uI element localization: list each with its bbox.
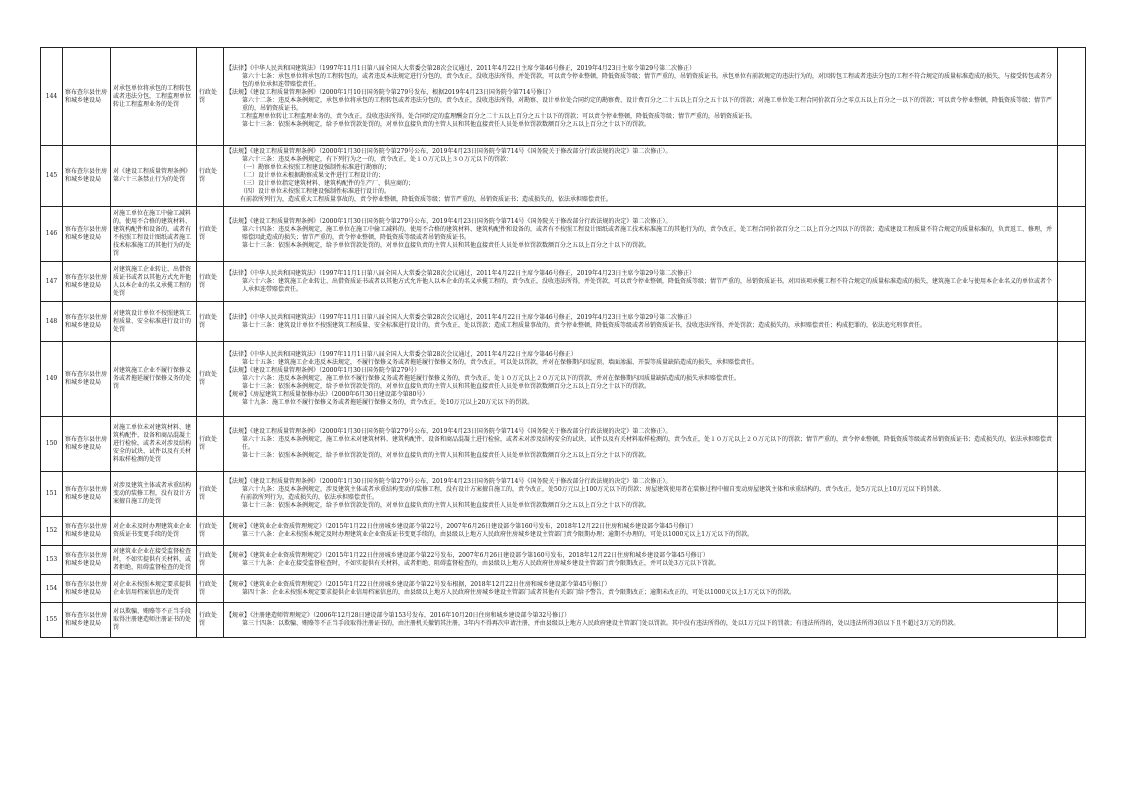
remarks-cell [1058, 417, 1086, 472]
table-row [41, 546, 1086, 575]
item-name-cell: 对建筑施工企业不履行保修义务或者拖延履行保修义务的处罚 [111, 342, 197, 417]
legal-basis-line: 第六十二条：违反本条例规定，承包单位将承包的工程转包或者违法分包的，责令改正，没收违法所得，对勘察、设计单位处合同约定的勘察费、设计费百分之二十五以上百分之五十以下的罚款；对施工单位处工程合同价款百分之零点五以上百分之一以下的罚款；可以责令停业整顿，降低资质等级；情节严重的，吊销资质证书。 [242, 96, 1053, 112]
item-name-cell: 对《建设工程质量管理条例》第六十三条禁止行为的处罚 [111, 146, 197, 207]
legal-basis-cell [224, 146, 1058, 207]
item-name-cell: 对建筑施工企业转让、出借资质证书或者以其他方式允许他人以本企业的名义承揽工程的处罚 [111, 262, 197, 302]
item-name-cell: 对施工单位未对建筑材料、建筑构配件、设备和商品混凝土进行检验，或者未对涉及结构安全的试块、试件以及有关材料取样检测的处罚 [111, 417, 197, 472]
table-row [41, 472, 1086, 517]
legal-basis-line: 第六十四条：违反本条例规定，施工单位在施工中偷工减料的，使用不合格的建筑材料、建筑构配件和设备的，或者有不按照工程设计图纸或者施工技术标准施工的其他行为的，责令改正，处工程合同价款百分之二以上百分之四以下的罚款；造成建设工程质量不符合规定的质量标准的，负责返工、修理，并赔偿因此造成的损失；情节严重的，责令停业整顿，降低资质等级或者吊销资质证书。 [242, 226, 1053, 241]
legal-basis-cell [224, 472, 1058, 517]
legal-basis-line: 第六十七条：承包单位将承包的工程转包的，或者违反本法规定进行分包的，责令改正，没收违法所得，并处罚款，可以责令停业整顿，降低资质等级；情节严重的，吊销资质证书。承包单位有前款规定的违法行为的，对因转包工程或者违法分包的工程不符合规定的质量标准造成的损失，与接受转包或者分包的单位承担连带赔偿责任。 [242, 72, 1053, 88]
remarks-cell [1058, 546, 1086, 575]
table-row [41, 603, 1086, 638]
table-row [41, 517, 1086, 546]
legal-basis-cell [224, 603, 1058, 638]
remarks-cell [1058, 517, 1086, 546]
legal-basis-line: 【法律】《中华人民共和国建筑法》（1997年11月1日第八届全国人大常委会第28次会议通过，2011年4月22日主席令第46号修正） [226, 351, 577, 358]
legal-basis-line: 【法规】《建设工程质量管理条例》（2000年1月10日国务院令第279号发布，根据2019年4月23日国务院令第714号修订） [226, 88, 555, 96]
legal-basis-line: 有前款所列行为，造成损失的，依法承担赔偿责任。 [240, 494, 379, 501]
legal-basis-cell [224, 48, 1058, 146]
remarks-cell [1058, 48, 1086, 146]
remarks-cell [1058, 603, 1086, 638]
department-cell: 察布查尔县住房和城乡建设局 [63, 603, 111, 638]
row-number: 145 [41, 146, 63, 207]
remarks-cell [1058, 262, 1086, 302]
item-name-cell: 对涉及建筑主体或者承重结构变动的装修工程，没有设计方案擅自施工的处罚 [111, 472, 197, 517]
legal-basis-line: 【法规】《建设工程质量管理条例》（2000年1月30日国务院令第279号公布，2019年4月23日国务院令第714号《国务院关于修改部分行政法规的决定》第二次修正）。 [226, 218, 672, 225]
item-name-cell: 对企业未及时办理建筑业企业资质证书变更手续的处罚 [111, 517, 197, 546]
row-number: 153 [41, 546, 63, 575]
legal-basis-line: 【规章】《建筑业企业资质管理规定》（2015年1月22日住房城乡建设部令第22号，2007年6月26日建设部令第160号发布，2018年12月22日住房和城乡建设部令第45号修订） [226, 523, 697, 530]
legal-basis-line: （三）设计单位指定建筑材料、建筑构配件的生产厂、供应商的； [240, 180, 415, 187]
item-type-cell: 行政处罚 [197, 342, 224, 417]
legal-basis-line: 第四十条：企业未按照本规定要求提供企业信用档案信息的，由县级以上地方人民政府住房城乡建设主管部门或者其他有关部门给予警告，责令限期改正；逾期未改正的，可处以1000元以上1万元以下的罚款。 [242, 588, 796, 596]
remarks-cell [1058, 302, 1086, 342]
department-cell: 察布查尔县住房和城乡建设局 [63, 146, 111, 207]
legal-basis-line: （二）设计单位未根据勘察成果文件进行工程设计的； [240, 172, 385, 179]
legal-basis-line: 【法规】《建设工程质量管理条例》（2000年1月30日国务院令第279号公布，2019年4月23日国务院令第714号《国务院关于修改部分行政法规的决定》第二次修正）。 [226, 148, 672, 155]
row-number: 147 [41, 262, 63, 302]
item-type-cell: 行政处罚 [197, 546, 224, 575]
legal-basis-line: 【法规】《建设工程质量管理条例》（2000年1月30日国务院令第279号公布，2019年4月23日国务院令第714号《国务院关于修改部分行政法规的决定》第二次修正）。 [226, 428, 672, 435]
department-cell: 察布查尔县住房和城乡建设局 [63, 417, 111, 472]
item-name-cell: 对企业未按照本规定要求提供企业信用档案信息的处罚 [111, 575, 197, 603]
row-number: 154 [41, 575, 63, 603]
department-cell: 察布查尔县住房和城乡建设局 [63, 302, 111, 342]
legal-basis-cell [224, 517, 1058, 546]
row-number: 150 [41, 417, 63, 472]
table-row [41, 417, 1086, 472]
legal-basis-line: 第七十三条：依照本条例规定，给予单位罚款处罚的，对单位直接负责的主管人员和其他直接责任人员处单位罚款数额百分之五以上百分之十以下的罚款。 [242, 502, 651, 509]
item-type-cell: 行政处罚 [197, 207, 224, 262]
table-row [41, 342, 1086, 417]
legal-basis-line: 工程监理单位转让工程监理业务的，责令改正，没收违法所得，处合同约定的监理酬金百分之二十五以上百分之五十以下的罚款；可以责令停业整顿，降低资质等级；情节严重的，吊销资质证书。 [240, 112, 757, 120]
item-type-cell: 行政处罚 [197, 575, 224, 603]
department-cell: 察布查尔县住房和城乡建设局 [63, 546, 111, 575]
department-cell: 察布查尔县住房和城乡建设局 [63, 575, 111, 603]
legal-basis-cell [224, 302, 1058, 342]
row-number: 152 [41, 517, 63, 546]
department-cell: 察布查尔县住房和城乡建设局 [63, 472, 111, 517]
item-type-cell: 行政处罚 [197, 146, 224, 207]
legal-basis-line: 第七十五条：建筑施工企业违反本法规定，不履行保修义务或者拖延履行保修义务的，责令改正，可以处以罚款，并对在保修期内因屋顶、墙面渗漏、开裂等质量缺陷造成的损失，承担赔偿责任。 [242, 359, 759, 366]
item-type-cell: 行政处罚 [197, 262, 224, 302]
item-type-cell: 行政处罚 [197, 48, 224, 146]
legal-basis-cell [224, 207, 1058, 262]
department-cell: 察布查尔县住房和城乡建设局 [63, 342, 111, 417]
legal-basis-line: （一）勘察单位未按照工程建设强制性标准进行勘察的； [240, 164, 391, 171]
legal-basis-line: 【法律】《中华人民共和国建筑法》（1997年11月1日第八届全国人大常委会第28次会议通过，2011年4月22日主席令第46号修正，2019年4月23日主席令第29号第二次修正） [226, 313, 696, 321]
legal-basis-line: 第六十三条：违反本条例规定，有下列行为之一的，责令改正，处１０万元以上３０万元以下的罚款： [242, 156, 513, 163]
legal-basis-line: 第七十三条：建筑设计单位不按照建筑工程质量、安全标准进行设计的，责令改正，处以罚款；造成工程质量事故的，责令停业整顿，降低资质等级或者吊销资质证书，没收违法所得，并处罚款；造成损失的，承担赔偿责任；构成犯罪的，依法追究刑事责任。 [242, 321, 927, 329]
item-name-cell: 对以欺骗、贿赂等不正当手段取得注册建造师注册证书的处罚 [111, 603, 197, 638]
remarks-cell [1058, 342, 1086, 417]
legal-basis-line: 【规章】《房屋建筑工程质量保修办法》（2000年6月30日建设部令第80号） [226, 391, 429, 398]
item-name-cell: 对建筑设计单位不按照建筑工程质量、安全标准进行设计的处罚 [111, 302, 197, 342]
legal-basis-line: 【规章】《注册建造师管理规定》（2006年12月28日建设部令第153号发布，2016年10月20日住房和城乡建设部令第32号修订） [226, 612, 571, 619]
legal-basis-cell [224, 262, 1058, 302]
legal-basis-line: 第六十六条：建筑施工企业转让、出借资质证书或者以其他方式允许他人以本企业的名义承揽工程的，责令改正，没收违法所得，并处罚款，可以责令停业整顿，降低资质等级；情节严重的，吊销资质证书。对因该项承揽工程不符合规定的质量标准造成的损失，建筑施工企业与使用本企业名义的单位或者个人承担连带赔偿责任。 [242, 277, 1053, 293]
legal-basis-line: 第七十三条：依照本条例规定，给予单位罚款处罚的，对单位直接负责的主管人员和其他直接责任人员处单位罚款数额百分之五以上百分之十以下的罚款。 [242, 242, 651, 249]
remarks-cell [1058, 146, 1086, 207]
table-row [41, 302, 1086, 342]
legal-basis-line: 第六十六条：违反本条例规定，施工单位不履行保修义务或者拖延履行保修义务的，责令改正，处１０万元以上２０万元以下的罚款，并对在保修期内因质量缺陷造成的损失承担赔偿责任。 [242, 375, 741, 382]
item-type-cell: 行政处罚 [197, 302, 224, 342]
item-name-cell: 对承包单位将承包的工程转包或者违法分包，工程监理单位转让工程监理业务的处罚 [111, 48, 197, 146]
legal-basis-line: 第三十四条：以欺骗、贿赂等不正当手段取得注册证书的，由注册机关撤销其注册，3年内不得再次申请注册，并由县级以上地方人民政府建设主管部门处以罚款。其中没有违法所得的，处以1万元以下的罚款；有违法所得的，处以违法所得3倍以下且不超过3万元的罚款。 [242, 620, 960, 627]
table-row [41, 207, 1086, 262]
item-name-cell: 对建筑业企业在接受监督检查时，不如实提供有关材料，或者拒绝、阻碍监督检查的处罚 [111, 546, 197, 575]
item-type-cell: 行政处罚 [197, 603, 224, 638]
table-row [41, 262, 1086, 302]
legal-basis-line: 【法规】《建设工程质量管理条例》（2000年1月30日国务院令第279号） [226, 367, 421, 374]
legal-basis-line: 【规章】《建筑业企业资质管理规定》（2015年1月22日住房城乡建设部令第22号发布根据，2018年12月22日住房和城乡建设部令第45号修订） [226, 580, 611, 588]
legal-basis-line: 【规章】《建筑业企业资质管理规定》（2015年1月22日住房城乡建设部令第22号发布，2007年6月26日建设部令第160号发布，2018年12月22日住房和城乡建设部令第45号修订） [226, 552, 709, 559]
legal-basis-line: 第七十三条：依照本条例规定，给予单位罚款处罚的，对单位直接负责的主管人员和其他直接责任人员处单位罚款数额百分之五以上百分之十以下的罚款。 [242, 120, 651, 128]
legal-basis-cell [224, 342, 1058, 417]
legal-basis-line: （四）设计单位未按照工程建设强制性标准进行设计的。 [240, 188, 391, 195]
penalty-table [40, 47, 1086, 638]
table-row [41, 575, 1086, 603]
legal-basis-line: 第七十三条：依照本条例规定，给予单位罚款处罚的，对单位直接负责的主管人员和其他直接责任人员处单位罚款数额百分之五以上百分之十以下的罚款。 [242, 452, 651, 459]
legal-basis-line: 第六十九条：违反本条例规定，涉及建筑主体或者承重结构变动的装修工程，没有设计方案擅自施工的，责令改正，处50万元以上100万元以下的罚款；房屋建筑使用者在装修过程中擅自变动房屋建筑主体和承重结构的，责令改正，处5万元以上10万元以下的罚款。 [242, 486, 945, 493]
row-number: 148 [41, 302, 63, 342]
item-name-cell: 对施工单位在施工中偷工减料的，使用不合格的建筑材料、建筑构配件和设备的，或者有不按照工程设计图纸或者施工技术标准施工的其他行为的处罚 [111, 207, 197, 262]
item-type-cell: 行政处罚 [197, 517, 224, 546]
legal-basis-line: 第七十三条：依照本条例规定，给予单位罚款处罚的，对单位直接负责的主管人员和其他直接责任人员处单位罚款数额百分之五以上百分之十以下的罚款。 [242, 383, 651, 390]
row-number: 151 [41, 472, 63, 517]
department-cell: 察布查尔县住房和城乡建设局 [63, 517, 111, 546]
legal-basis-cell [224, 575, 1058, 603]
department-cell: 察布查尔县住房和城乡建设局 [63, 48, 111, 146]
department-cell: 察布查尔县住房和城乡建设局 [63, 262, 111, 302]
department-cell: 察布查尔县住房和城乡建设局 [63, 207, 111, 262]
legal-basis-line: 【法规】《建设工程质量管理条例》（2000年1月30日国务院令第279号公布，2019年4月23日国务院令第714号《国务院关于修改部分行政法规的决定》第二次修正）。 [226, 478, 672, 485]
legal-basis-line: 第十九条：施工单位不履行保修义务或者拖延履行保修义务的，责令改正，处10万元以上20万元以下的罚款。 [242, 399, 534, 406]
row-number: 144 [41, 48, 63, 146]
table-row [41, 48, 1086, 146]
row-number: 146 [41, 207, 63, 262]
legal-basis-line: 【法律】《中华人民共和国建筑法》（1997年11月1日第八届全国人大常委会第28次会议通过，2011年4月22日主席令第46号修正，2019年4月23日主席令第29号第二次修正） [226, 269, 696, 277]
item-type-cell: 行政处罚 [197, 417, 224, 472]
legal-basis-line: 第三十九条：企业在接受监督检查时，不如实提供有关材料，或者拒绝、阻碍监督检查的，由县级以上地方人民政府住房城乡建设主管部门责令限期改正，并可以处3万元以下罚款。 [242, 560, 720, 567]
remarks-cell [1058, 472, 1086, 517]
remarks-cell [1058, 575, 1086, 603]
legal-basis-line: 第六十五条：违反本条例规定，施工单位未对建筑材料、建筑构配件、设备和商品混凝土进行检验，或者未对涉及结构安全的试块、试件以及有关材料取样检测的，责令改正，处１０万元以上２０万元以下的罚款；情节严重的，责令停业整顿，降低资质等级或者吊销资质证书；造成损失的，依法承担赔偿责任。 [242, 436, 1053, 451]
row-number: 155 [41, 603, 63, 638]
remarks-cell [1058, 207, 1086, 262]
legal-basis-line: 【法律】《中华人民共和国建筑法》（1997年11月1日第八届全国人大常委会第28次会议通过，2011年4月22日主席令第46号修正，2019年4月23日主席令第29号第二次修正） [226, 64, 696, 72]
penalty-table-body [41, 48, 1086, 638]
legal-basis-line: 有前款所列行为，造成重大工程质量事故的，责令停业整顿，降低资质等级；情节严重的，吊销资质证书；造成损失的，依法承担赔偿责任。 [240, 196, 613, 203]
item-type-cell: 行政处罚 [197, 472, 224, 517]
legal-basis-cell [224, 546, 1058, 575]
table-row [41, 146, 1086, 207]
legal-basis-line: 第三十八条：企业未按照本规定及时办理建筑业企业资质证书变更手续的，由县级以上地方人民政府住房城乡建设主管部门责令限期办理；逾期不办理的，可处以1000元以上1万元以下的罚款。 [242, 531, 754, 538]
row-number: 149 [41, 342, 63, 417]
legal-basis-cell [224, 417, 1058, 472]
